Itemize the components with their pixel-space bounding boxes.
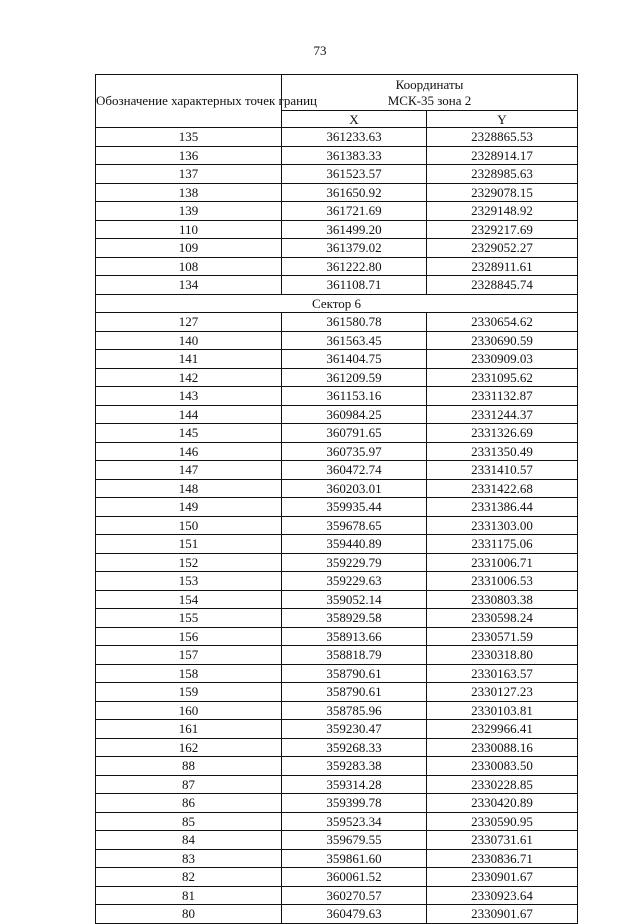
x-coordinate-cell: 359523.34 [282,812,427,831]
y-coordinate-cell: 2330909.03 [427,350,578,369]
table-row [96,276,578,295]
table-row [96,812,578,831]
y-coordinate-cell: 2330420.89 [427,794,578,813]
y-coordinate-cell: 2330163.57 [427,664,578,683]
table-row [96,868,578,887]
table-row [96,775,578,794]
point-id-cell: 157 [96,646,282,665]
x-coordinate-cell: 358913.66 [282,627,427,646]
table-row [96,720,578,739]
point-id-cell: 160 [96,701,282,720]
x-coordinate-cell: 358790.61 [282,683,427,702]
y-coordinate-cell: 2331244.37 [427,405,578,424]
table-row [96,202,578,221]
x-coordinate-cell: 359052.14 [282,590,427,609]
y-coordinate-cell: 2330318.80 [427,646,578,665]
table-row [96,128,578,147]
table-row [96,165,578,184]
x-coordinate-cell: 361233.63 [282,128,427,147]
point-id-cell: 136 [96,146,282,165]
point-id-cell: 144 [96,405,282,424]
point-id-cell: 85 [96,812,282,831]
point-id-cell: 159 [96,683,282,702]
y-coordinate-cell: 2330690.59 [427,331,578,350]
table-row [96,627,578,646]
y-coordinate-cell: 2330923.64 [427,886,578,905]
coordinates-column-header [282,75,578,111]
table-row [96,368,578,387]
point-id-cell: 137 [96,165,282,184]
x-coordinate-cell: 359935.44 [282,498,427,517]
point-id-cell: 153 [96,572,282,591]
x-coordinate-cell: 359229.63 [282,572,427,591]
point-id-cell: 127 [96,313,282,332]
x-coordinate-cell: 359268.33 [282,738,427,757]
table-row [96,590,578,609]
table-row [96,498,578,517]
x-coordinate-cell: 360479.63 [282,905,427,924]
point-id-cell: 87 [96,775,282,794]
table-row [96,442,578,461]
x-coordinate-cell: 361222.80 [282,257,427,276]
page-number: 73 [313,43,327,58]
x-coordinate-cell: 361650.92 [282,183,427,202]
table-row [96,350,578,369]
table-row [96,146,578,165]
sector-row [96,294,578,313]
y-coordinate-cell: 2330590.95 [427,812,578,831]
y-coordinate-cell: 2331095.62 [427,368,578,387]
point-id-cell: 156 [96,627,282,646]
point-id-cell: 146 [96,442,282,461]
y-coordinate-cell: 2328845.74 [427,276,578,295]
y-coordinate-cell: 2330654.62 [427,313,578,332]
point-id-cell: 140 [96,331,282,350]
x-coordinate-cell: 359314.28 [282,775,427,794]
x-coordinate-cell: 359440.89 [282,535,427,554]
y-coordinate-cell: 2331326.69 [427,424,578,443]
sector-label: Сектор 6 [96,294,578,313]
point-id-cell: 155 [96,609,282,628]
y-coordinate-cell: 2329078.15 [427,183,578,202]
coordinates-table [95,74,578,924]
point-id-cell: 158 [96,664,282,683]
y-coordinate-cell: 2328911.61 [427,257,578,276]
x-coordinate-cell: 361721.69 [282,202,427,221]
table-row [96,257,578,276]
table-row [96,738,578,757]
x-coordinate-cell: 361563.45 [282,331,427,350]
table-row [96,683,578,702]
x-coordinate-cell: 359283.38 [282,757,427,776]
x-coordinate-cell: 358818.79 [282,646,427,665]
point-id-cell: 148 [96,479,282,498]
point-id-cell: 162 [96,738,282,757]
point-id-cell: 152 [96,553,282,572]
table-row [96,239,578,258]
point-id-cell: 145 [96,424,282,443]
coordinate-system: МСК-35 зона 2 [387,92,472,108]
y-coordinate-cell: 2330598.24 [427,609,578,628]
y-column-header: Y [427,111,578,128]
table-row [96,405,578,424]
x-coordinate-cell: 361499.20 [282,220,427,239]
x-coordinate-cell: 359861.60 [282,849,427,868]
point-id-cell: 142 [96,368,282,387]
x-coordinate-cell: 361404.75 [282,350,427,369]
y-coordinate-cell: 2331422.68 [427,479,578,498]
y-coordinate-cell: 2329217.69 [427,220,578,239]
x-coordinate-cell: 360270.57 [282,886,427,905]
table-header [96,75,578,128]
x-coordinate-cell: 361580.78 [282,313,427,332]
y-coordinate-cell: 2331386.44 [427,498,578,517]
point-id-cell: 108 [96,257,282,276]
point-id-cell: 139 [96,202,282,221]
point-id-cell: 151 [96,535,282,554]
x-column-header: X [282,111,427,128]
point-id-cell: 143 [96,387,282,406]
table-row [96,794,578,813]
table-row [96,331,578,350]
y-coordinate-cell: 2329052.27 [427,239,578,258]
table-row [96,886,578,905]
y-coordinate-cell: 2330127.23 [427,683,578,702]
table-row [96,183,578,202]
x-coordinate-cell: 358785.96 [282,701,427,720]
point-id-cell: 150 [96,516,282,535]
y-coordinate-cell: 2330901.67 [427,905,578,924]
table-row [96,220,578,239]
y-coordinate-cell: 2331132.87 [427,387,578,406]
y-coordinate-cell: 2330083.50 [427,757,578,776]
point-id-cell: 88 [96,757,282,776]
point-id-cell: 135 [96,128,282,147]
x-coordinate-cell: 359679.55 [282,831,427,850]
x-coordinate-cell: 360061.52 [282,868,427,887]
table-row [96,831,578,850]
y-coordinate-cell: 2329966.41 [427,720,578,739]
x-coordinate-cell: 360203.01 [282,479,427,498]
point-id-cell: 138 [96,183,282,202]
y-coordinate-cell: 2330088.16 [427,738,578,757]
y-coordinate-cell: 2330803.38 [427,590,578,609]
table-row [96,572,578,591]
x-coordinate-cell: 360472.74 [282,461,427,480]
point-id-cell: 82 [96,868,282,887]
y-coordinate-cell: 2330103.81 [427,701,578,720]
point-id-cell: 149 [96,498,282,517]
y-coordinate-cell: 2329148.92 [427,202,578,221]
x-coordinate-cell: 361108.71 [282,276,427,295]
table-row [96,479,578,498]
x-coordinate-cell: 361523.57 [282,165,427,184]
y-coordinate-cell: 2328985.63 [427,165,578,184]
table-row [96,646,578,665]
table-row [96,757,578,776]
point-id-cell: 109 [96,239,282,258]
x-coordinate-cell: 360791.65 [282,424,427,443]
y-coordinate-cell: 2330731.61 [427,831,578,850]
y-coordinate-cell: 2330228.85 [427,775,578,794]
x-coordinate-cell: 358790.61 [282,664,427,683]
table-row [96,849,578,868]
y-coordinate-cell: 2331006.71 [427,553,578,572]
x-coordinate-cell: 361379.02 [282,239,427,258]
table-row [96,701,578,720]
point-id-cell: 81 [96,886,282,905]
table-row [96,516,578,535]
point-id-cell: 161 [96,720,282,739]
y-coordinate-cell: 2331410.57 [427,461,578,480]
point-id-cell: 154 [96,590,282,609]
y-coordinate-cell: 2331350.49 [427,442,578,461]
y-coordinate-cell: 2331303.00 [427,516,578,535]
table-row [96,535,578,554]
points-column-header: Обозначение характерных точек границ [96,75,282,128]
x-coordinate-cell: 359230.47 [282,720,427,739]
point-id-cell: 86 [96,794,282,813]
y-coordinate-cell: 2330836.71 [427,849,578,868]
x-coordinate-cell: 360735.97 [282,442,427,461]
table-row [96,664,578,683]
table-row [96,387,578,406]
table-row [96,553,578,572]
table-row [96,313,578,332]
x-coordinate-cell: 359229.79 [282,553,427,572]
point-id-cell: 80 [96,905,282,924]
x-coordinate-cell: 358929.58 [282,609,427,628]
point-id-cell: 110 [96,220,282,239]
table-row [96,424,578,443]
point-id-cell: 147 [96,461,282,480]
x-coordinate-cell: 361383.33 [282,146,427,165]
table-row [96,609,578,628]
x-coordinate-cell: 359399.78 [282,794,427,813]
y-coordinate-cell: 2328865.53 [427,128,578,147]
table-row [96,905,578,924]
y-coordinate-cell: 2330571.59 [427,627,578,646]
table-row [96,461,578,480]
x-coordinate-cell: 360984.25 [282,405,427,424]
y-coordinate-cell: 2331006.53 [427,572,578,591]
point-id-cell: 134 [96,276,282,295]
point-id-cell: 84 [96,831,282,850]
table-body [96,128,578,924]
y-coordinate-cell: 2330901.67 [427,868,578,887]
point-id-cell: 141 [96,350,282,369]
point-id-cell: 83 [96,849,282,868]
coordinates-title: Координаты [395,76,464,92]
y-coordinate-cell: 2328914.17 [427,146,578,165]
x-coordinate-cell: 359678.65 [282,516,427,535]
y-coordinate-cell: 2331175.06 [427,535,578,554]
x-coordinate-cell: 361153.16 [282,387,427,406]
x-coordinate-cell: 361209.59 [282,368,427,387]
